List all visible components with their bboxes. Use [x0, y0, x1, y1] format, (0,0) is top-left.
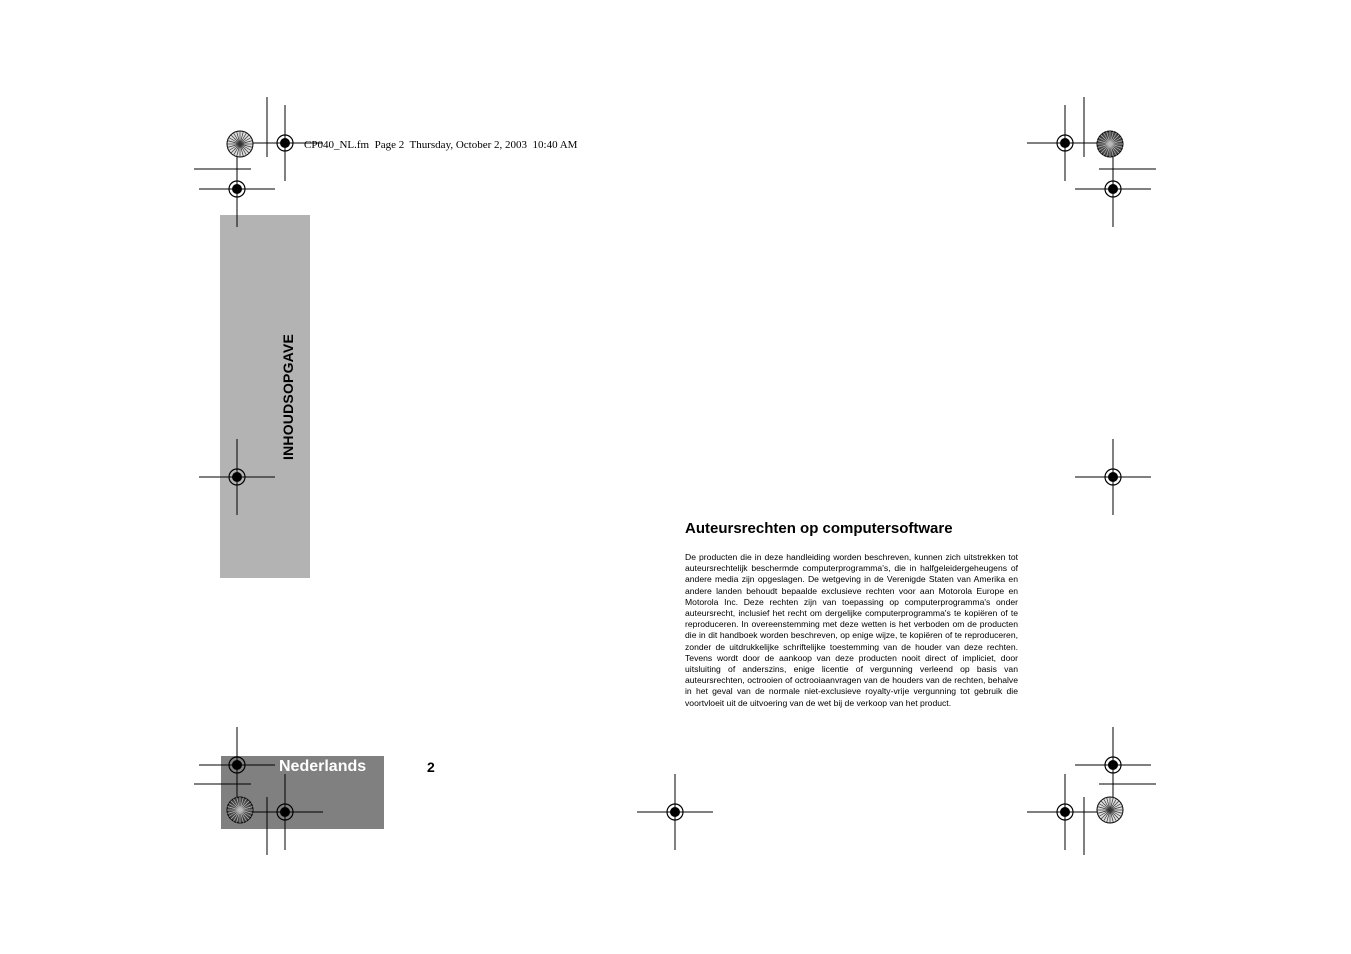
registration-mark-icon: [637, 774, 713, 850]
registration-mark-icon: [1027, 105, 1103, 181]
registration-mark-icon: [247, 105, 323, 181]
file-header-info: CP040_NL.fm Page 2 Thursday, October 2, 2003 10:40 AM: [304, 139, 578, 151]
side-tab-label: INHOUDSOPGAVE: [280, 333, 296, 461]
page-number: 2: [427, 759, 435, 775]
registration-mark-icon: [1075, 439, 1151, 515]
registration-mark-icon: [199, 151, 275, 227]
language-label: Nederlands: [279, 758, 367, 775]
registration-mark-icon: [1075, 151, 1151, 227]
star-target-icon: [227, 797, 253, 823]
section-body-text: De producten die in deze handleiding worden beschreven, kunnen zich uitstrekken tot auteursrechtelijk beschermde computerprogramma's, die in halfgeleidergeheugens of andere media zijn opgeslagen. De wetgeving in de Verenigde Staten van Amerika en andere landen behoudt bepaalde exclusieve rechten voor aan Motorola Europe en Motorola Inc. Deze rechten zijn van toepassing op computerprogramma's onder auteursrecht, inclusief het recht om dergelijke computerprogramma's te kopiëren of te reproduceren. In overeenstemming met deze wetten is het verboden om de producten die in dit handboek worden beschreven, op enige wijze, te kopiëren of te reproduceren, zonder de uitdrukkelijke schriftelijke toestemming van de houder van deze rechten. Tevens wordt door de aankoop van deze producten nooit direct of impliciet, door uitsluiting of anderszins, enige licentie of vergunning verleend op basis van auteursrechten, octrooien of octrooiaanvragen van de houders van de rechten, behalve in het geval van de normale niet-exclusieve royalty-vrije vergunning tot gebruik die voortvloeit uit de uitvoering van de wet bij de verkoop van het product.: [685, 552, 1018, 708]
star-target-icon: [1097, 797, 1123, 823]
star-target-icon: [1097, 131, 1123, 157]
section-title: Auteursrechten op computersoftware: [685, 520, 953, 537]
registration-mark-icon: [1075, 727, 1151, 803]
registration-mark-icon: [199, 439, 275, 515]
registration-mark-icon: [199, 727, 275, 803]
star-target-icon: [227, 131, 253, 157]
registration-mark-icon: [247, 774, 323, 850]
registration-mark-icon: [1027, 774, 1103, 850]
